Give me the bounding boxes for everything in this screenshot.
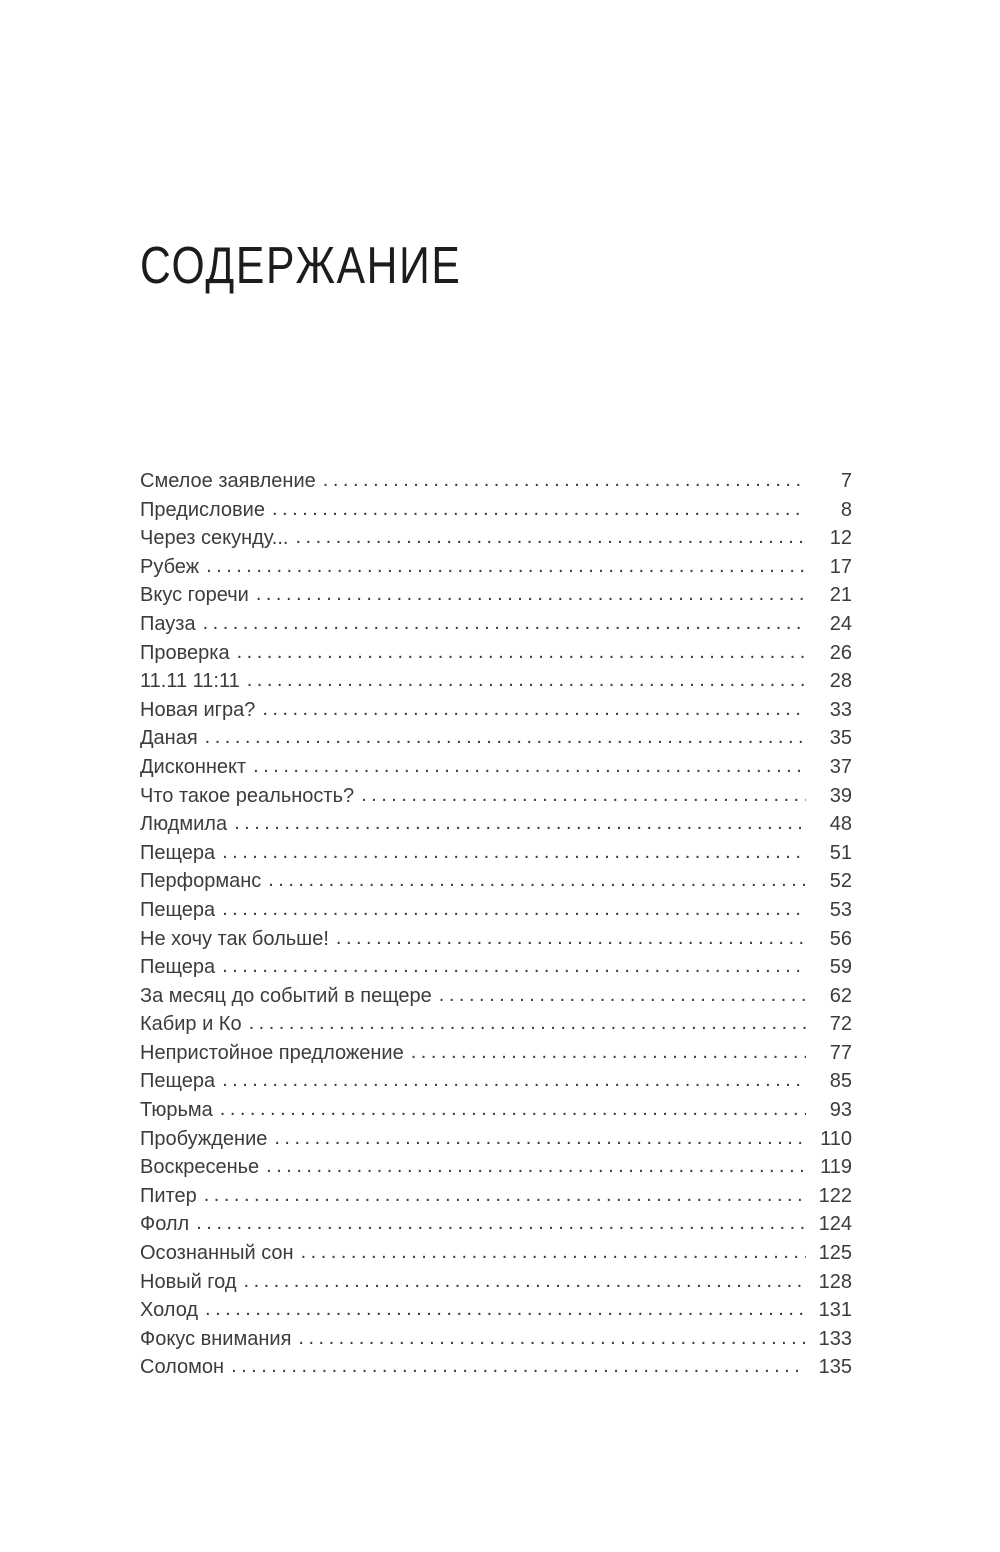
toc-entry-page-number: 119 xyxy=(820,1156,852,1179)
toc-entry xyxy=(140,642,852,671)
dot-leader xyxy=(268,869,806,892)
toc-entry xyxy=(140,727,852,756)
dot-leader xyxy=(411,1041,806,1064)
toc-entry-page-number: 48 xyxy=(829,813,852,836)
toc-entry-title: Воскресенье xyxy=(140,1156,260,1179)
toc-entry-page-number: 17 xyxy=(829,555,852,578)
dot-leader xyxy=(361,784,806,807)
toc-entry-title: Перформанс xyxy=(140,870,262,893)
toc-entry xyxy=(140,813,852,842)
toc-entry-title: Не хочу так больше! xyxy=(140,927,329,950)
toc-entry-title: Питер xyxy=(140,1184,197,1207)
toc-entry xyxy=(140,928,852,957)
toc-entry xyxy=(140,1013,852,1042)
toc-entry-page-number: 7 xyxy=(840,470,852,492)
toc-entry-title: Пробуждение xyxy=(140,1127,268,1150)
dot-leader xyxy=(439,984,806,1007)
toc-entry-page-number: 21 xyxy=(829,584,852,607)
table-of-contents xyxy=(140,470,852,1385)
toc-entry-title: Через секунду... xyxy=(140,527,289,550)
toc-entry-page-number: 39 xyxy=(829,784,852,807)
toc-entry-page-number: 93 xyxy=(829,1099,852,1122)
toc-entry-page-number: 133 xyxy=(818,1327,852,1350)
dot-leader xyxy=(274,1127,806,1150)
dot-leader xyxy=(298,1327,806,1350)
toc-entry xyxy=(140,670,852,699)
toc-entry xyxy=(140,1099,852,1128)
toc-entry xyxy=(140,1070,852,1099)
toc-entry-title: Рубеж xyxy=(140,555,200,578)
toc-entry xyxy=(140,956,852,985)
toc-entry-page-number: 85 xyxy=(829,1070,852,1093)
toc-entry-page-number: 72 xyxy=(829,1013,852,1036)
toc-entry-title: Фолл xyxy=(140,1213,190,1236)
dot-leader xyxy=(196,1212,806,1235)
toc-entry-page-number: 28 xyxy=(829,670,852,693)
toc-entry xyxy=(140,1242,852,1271)
toc-entry-title: Тюрьма xyxy=(140,1099,213,1122)
toc-entry xyxy=(140,870,852,899)
toc-entry-title: Новый год xyxy=(140,1270,237,1293)
toc-entry xyxy=(140,613,852,642)
dot-leader xyxy=(237,641,806,664)
toc-entry-title: Кабир и Ко xyxy=(140,1013,242,1036)
dot-leader xyxy=(301,1241,806,1264)
dot-leader xyxy=(272,498,806,521)
toc-entry-title: Что такое реальность? xyxy=(140,784,355,807)
dot-leader xyxy=(222,955,806,978)
toc-entry-page-number: 33 xyxy=(829,698,852,721)
dot-leader xyxy=(204,1184,806,1207)
toc-entry-title: Соломон xyxy=(140,1356,225,1379)
toc-entry-title: Пещера xyxy=(140,898,216,921)
toc-entry-page-number: 8 xyxy=(840,498,852,521)
toc-entry-title: Даная xyxy=(140,727,198,750)
toc-entry-title: Осознанный сон xyxy=(140,1242,294,1265)
toc-entry-page-number: 51 xyxy=(829,841,852,864)
toc-entry-page-number: 128 xyxy=(818,1270,852,1293)
toc-entry-title: Непристойное предложение xyxy=(140,1041,404,1064)
dot-leader xyxy=(262,698,806,721)
toc-entry xyxy=(140,1185,852,1214)
toc-entry xyxy=(140,527,852,556)
toc-entry-title: Холод xyxy=(140,1299,199,1322)
dot-leader xyxy=(203,612,806,635)
toc-entry xyxy=(140,985,852,1014)
toc-entry-title: Предисловие xyxy=(140,498,265,521)
dot-leader xyxy=(220,1098,806,1121)
dot-leader xyxy=(222,898,806,921)
toc-entry-page-number: 35 xyxy=(829,727,852,750)
dot-leader xyxy=(323,469,806,492)
toc-entry xyxy=(140,842,852,871)
toc-entry-title: За месяц до событий в пещере xyxy=(140,984,432,1007)
toc-entry xyxy=(140,1271,852,1300)
toc-entry-page-number: 122 xyxy=(818,1184,852,1207)
toc-entry xyxy=(140,899,852,928)
toc-entry-title: Людмила xyxy=(140,813,228,836)
toc-entry-title: Дисконнект xyxy=(140,755,247,778)
page-title: СОДЕРЖАНИЕ xyxy=(140,236,462,295)
dot-leader xyxy=(256,583,806,606)
toc-entry xyxy=(140,584,852,613)
toc-entry-page-number: 77 xyxy=(829,1041,852,1064)
toc-entry-title: Новая игра? xyxy=(140,698,256,721)
dot-leader xyxy=(231,1355,806,1378)
toc-entry-page-number: 124 xyxy=(818,1213,852,1236)
toc-entry-page-number: 59 xyxy=(829,956,852,979)
toc-entry-page-number: 56 xyxy=(829,927,852,950)
toc-entry-title: Пещера xyxy=(140,1070,216,1093)
toc-entry-title: Смелое заявление xyxy=(140,470,316,492)
dot-leader xyxy=(222,841,806,864)
toc-entry xyxy=(140,556,852,585)
dot-leader xyxy=(247,669,806,692)
toc-entry-page-number: 52 xyxy=(829,870,852,893)
dot-leader xyxy=(234,812,806,835)
dot-leader xyxy=(206,555,806,578)
toc-entry xyxy=(140,1356,852,1385)
toc-entry xyxy=(140,470,852,499)
toc-entry-title: Проверка xyxy=(140,641,230,664)
toc-entry-page-number: 135 xyxy=(818,1356,852,1379)
toc-entry-title: Вкус горечи xyxy=(140,584,249,607)
toc-entry-title: Пещера xyxy=(140,956,216,979)
toc-entry xyxy=(140,1128,852,1157)
toc-entry xyxy=(140,1299,852,1328)
dot-leader xyxy=(222,1069,806,1092)
toc-entry-title: 11.11 11:11 xyxy=(140,670,240,693)
toc-entry xyxy=(140,699,852,728)
toc-entry xyxy=(140,499,852,528)
toc-entry-title: Пауза xyxy=(140,612,196,635)
dot-leader xyxy=(205,726,806,749)
dot-leader xyxy=(205,1298,806,1321)
toc-entry xyxy=(140,1156,852,1185)
toc-entry-page-number: 53 xyxy=(829,898,852,921)
dot-leader xyxy=(244,1270,806,1293)
toc-entry xyxy=(140,785,852,814)
toc-entry-page-number: 62 xyxy=(829,984,852,1007)
toc-entry-page-number: 12 xyxy=(829,527,852,550)
toc-entry-page-number: 26 xyxy=(829,641,852,664)
toc-entry-page-number: 110 xyxy=(820,1127,852,1150)
toc-entry-page-number: 24 xyxy=(829,612,852,635)
toc-entry-title: Пещера xyxy=(140,841,216,864)
toc-entry xyxy=(140,1328,852,1357)
toc-entry-title: Фокус внимания xyxy=(140,1327,292,1350)
dot-leader xyxy=(253,755,806,778)
dot-leader xyxy=(266,1155,806,1178)
toc-entry xyxy=(140,1042,852,1071)
toc-entry xyxy=(140,756,852,785)
toc-entry-page-number: 37 xyxy=(829,755,852,778)
dot-leader xyxy=(249,1012,806,1035)
toc-entry-page-number: 131 xyxy=(818,1299,852,1322)
dot-leader xyxy=(336,927,806,950)
toc-entry-page-number: 125 xyxy=(818,1242,852,1265)
toc-entry xyxy=(140,1213,852,1242)
dot-leader xyxy=(295,526,806,549)
